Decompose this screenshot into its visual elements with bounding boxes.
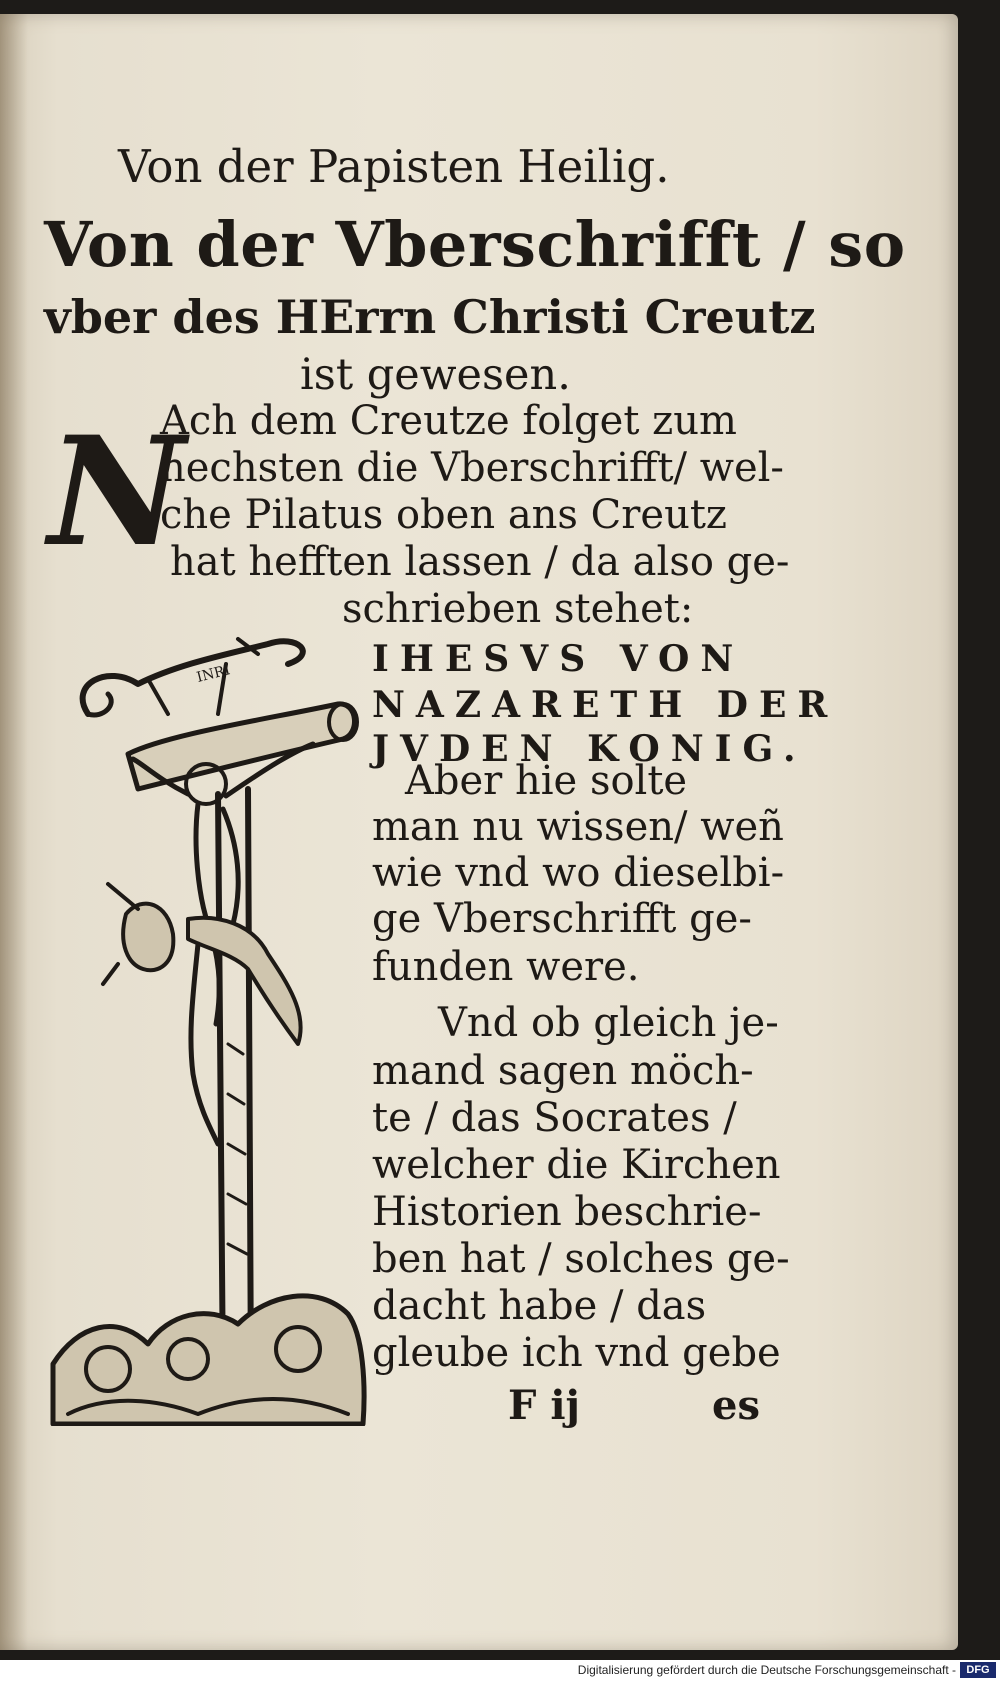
body-line: welcher die Kirchen [372, 1142, 781, 1188]
body-line: wie vnd wo dieselbi- [372, 850, 785, 896]
crucifixion-woodcut [48, 624, 368, 1426]
body-line: Historien beschrie- [372, 1189, 762, 1235]
body-line: man nu wissen/ weñ [372, 804, 784, 850]
body-line: Aber hie solte [405, 758, 688, 804]
body-line: dacht habe / das [372, 1283, 707, 1329]
body-line: mand sagen möch- [372, 1048, 754, 1094]
body-line: ben hat / solches ge- [372, 1236, 790, 1282]
decorated-initial: N [48, 404, 186, 580]
chapter-title-line-2: vber des HErrn Christi Creutz [44, 290, 816, 344]
woodcut-banner-text: INRI [195, 662, 232, 686]
catchword: es [712, 1382, 760, 1429]
body-line: gleube ich vnd gebe [372, 1330, 781, 1376]
inscription-line: IHESVS VON [372, 638, 745, 680]
body-line: schrieben stehet: [342, 586, 694, 632]
chapter-title-line-3: ist gewesen. [300, 350, 571, 400]
body-line: hat hefften lassen / da also ge- [170, 539, 790, 585]
body-line: che Pilatus oben ans Creutz [160, 492, 727, 538]
running-head: Von der Papisten Heilig. [118, 140, 670, 193]
inscription-line: JVDEN KONIG. [372, 728, 807, 770]
chapter-title-line-1: Von der Vberschrifft / so [44, 208, 906, 281]
body-line: Ach dem Creutze folget zum [160, 398, 737, 444]
body-line: funden were. [372, 944, 640, 990]
body-line: ge Vberschrifft ge- [372, 896, 752, 942]
body-line: te / das Socrates / [372, 1095, 737, 1141]
body-line: nechsten die Vberschrifft/ wel- [160, 445, 784, 491]
body-line: Vnd ob gleich je- [438, 1000, 779, 1046]
footer-bar [0, 1660, 1000, 1681]
spine-shadow [0, 14, 28, 1650]
footer-credit: Digitalisierung gefördert durch die Deutsche Forschungsgemeinschaft - [577, 1663, 956, 1677]
dfg-logo: DFG [960, 1662, 996, 1678]
inscription-line: NAZARETH DER [372, 684, 839, 726]
signature-mark: F ij [508, 1382, 580, 1429]
